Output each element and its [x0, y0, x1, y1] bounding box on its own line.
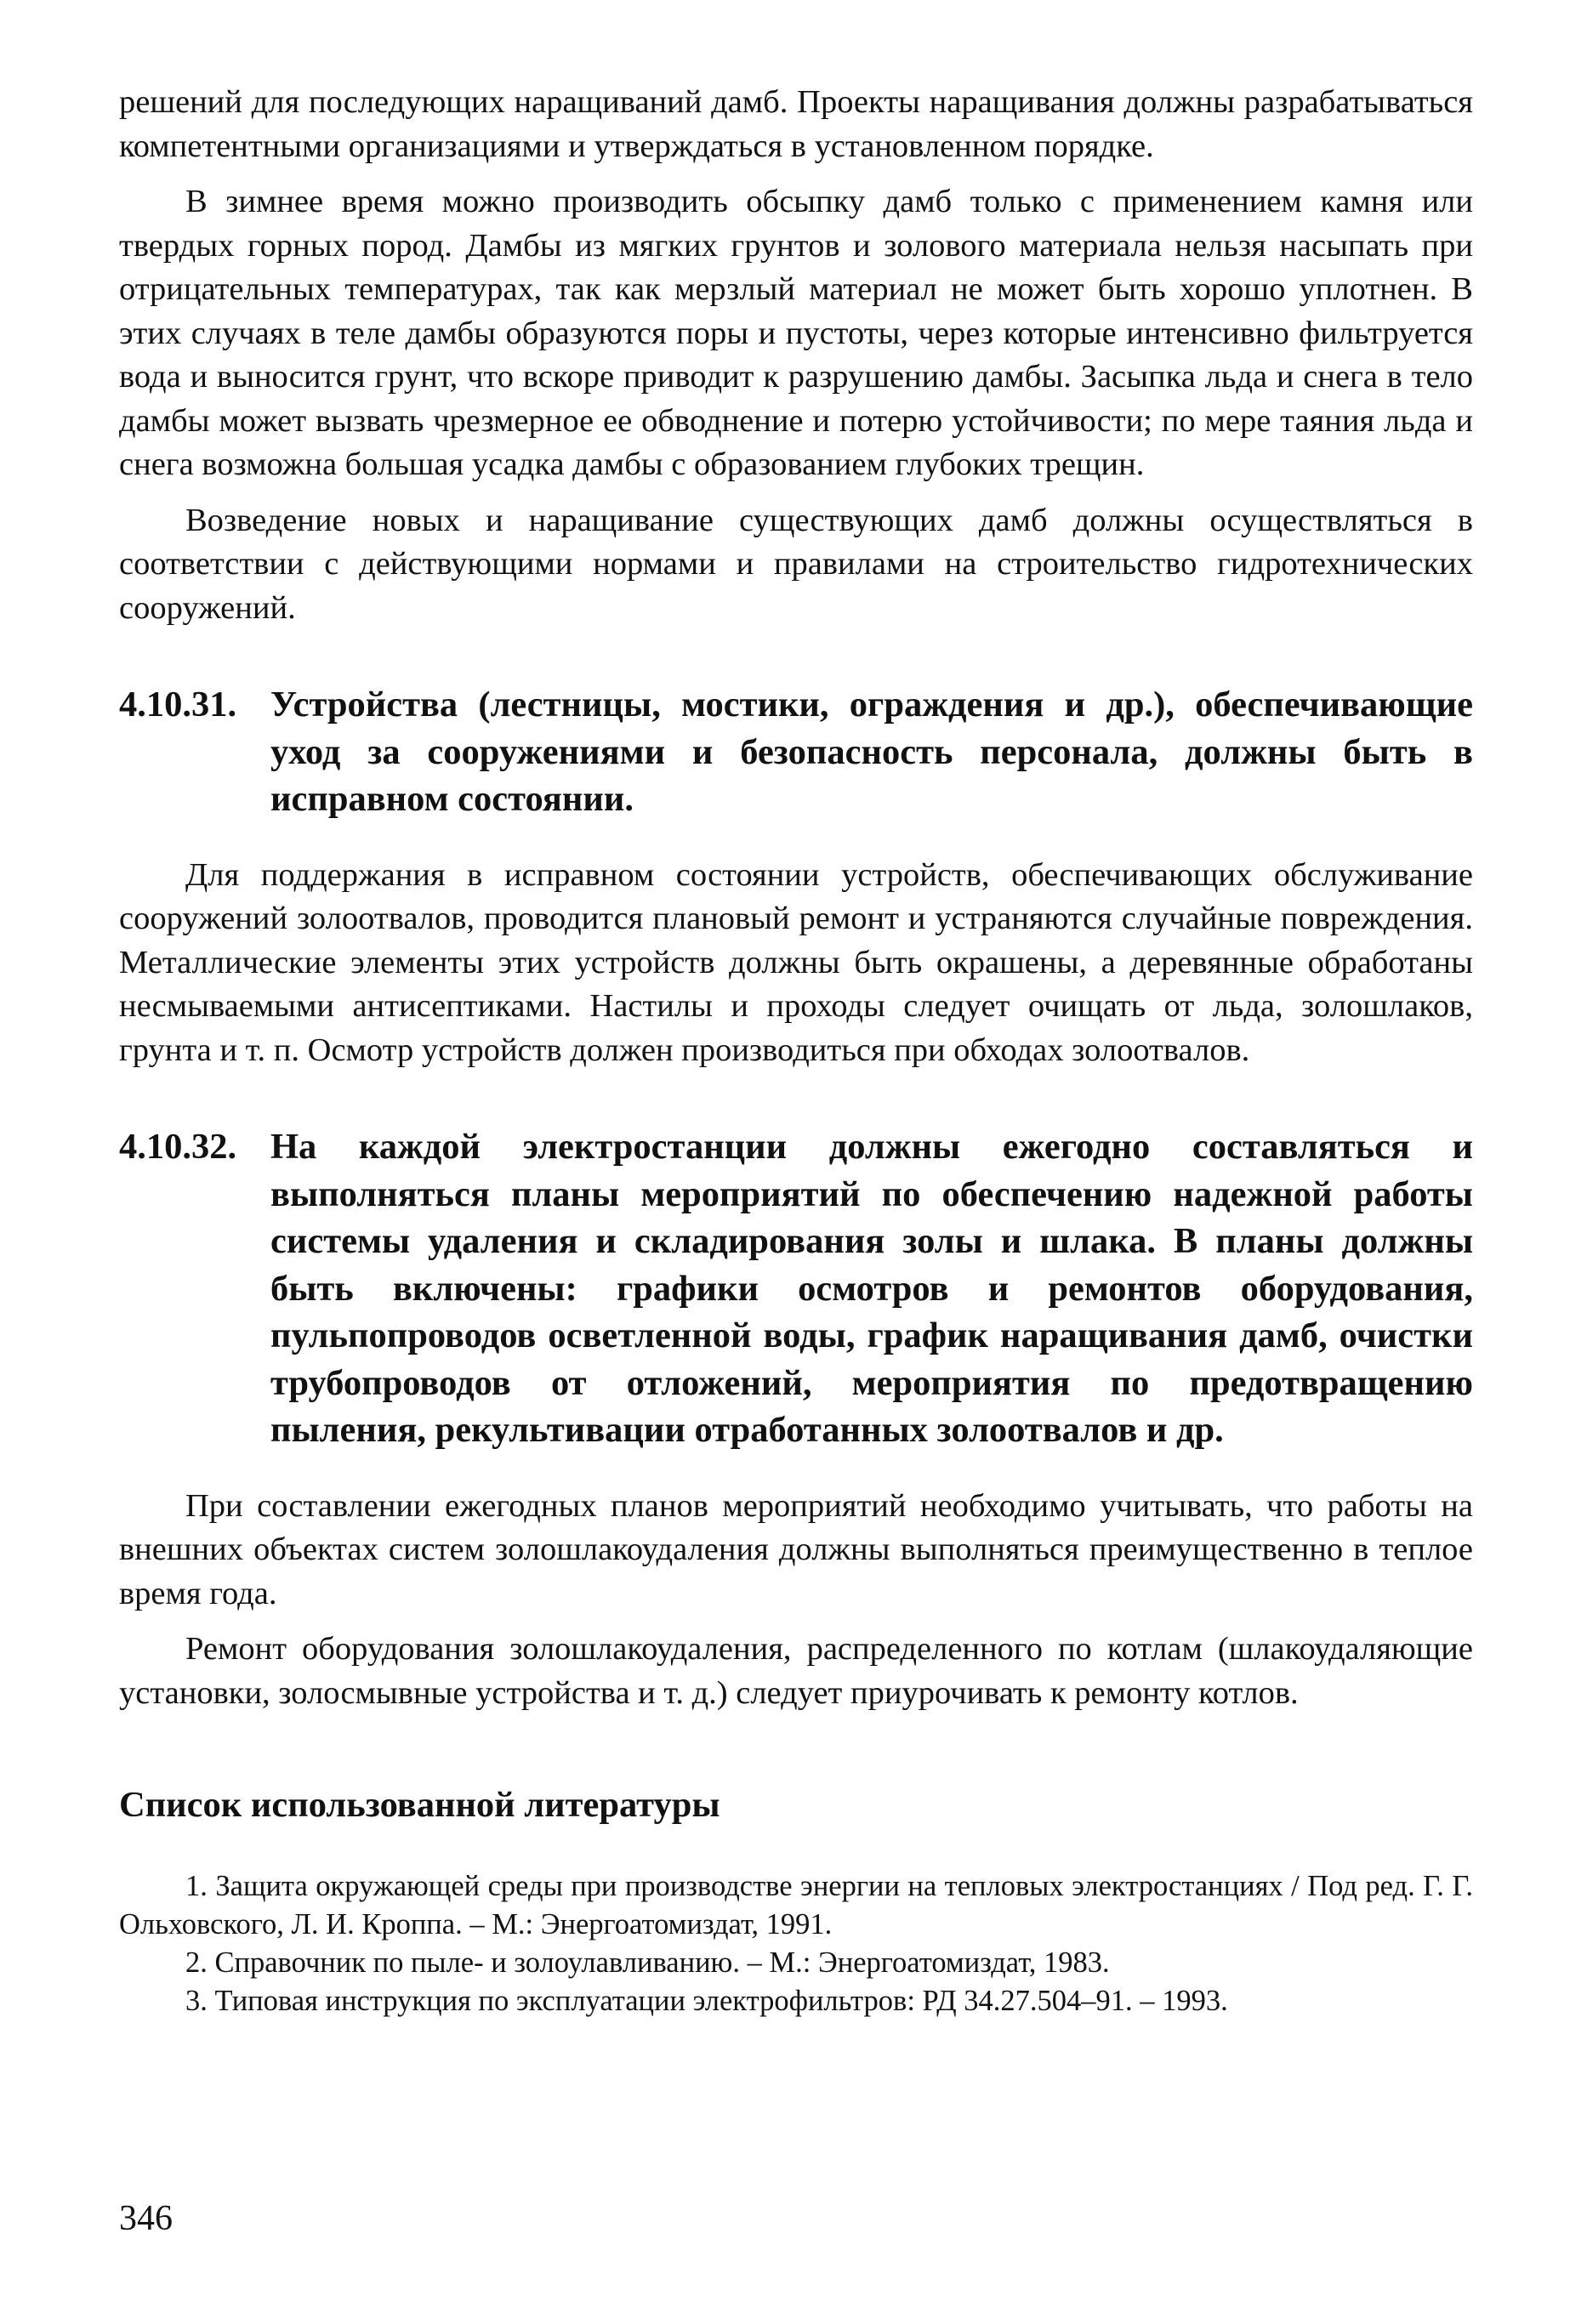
bibliography-item: 1. Защита окружающей среды при производстве энергии на тепловых электростанциях / Под ред. Г. Г. Ольховского, Л. И. Кроппа. – М.: Энергоатомиздат, 1991.	[119, 1870, 1473, 1940]
intro-paragraph-2: В зимнее время можно производить обсыпку дамб только с применением камня или твердых горных пород. Дамбы из мягких грунтов и золового материала нельзя насыпать при отрицательных температурах, так как мерзлый материал не может быть хорошо уплотнен. В этих случаях в теле дамбы образуются поры и пустоты, через которые интенсивно фильтруется вода и выносится грунт, что вскоре приводит к разрушению дамбы. Засыпка льда и снега в тело дамбы может вызвать чрезмерное ее обводнение и потерю устойчивости; по мере таяния льда и снега возможна большая усадка дамбы с образованием глубоких трещин.	[119, 184, 1473, 482]
section-paragraph: Ремонт оборудования золошлакоудаления, распределенного по котлам (шлакоудаляющие установки, золосмывные устройства и т. д.) следует приурочивать к ремонту котлов.	[119, 1631, 1473, 1711]
section-heading-4-10-32	[119, 1123, 1473, 1454]
section-heading-text: На каждой электростанции должны ежегодно составляться и выполняться планы мероприятий по обеспечению надежной работы системы удаления и складирования золы и шлака. В планы должны быть включены: графики осмотров и ремонтов оборудования, пульпопроводов осветленной воды, график наращивания дамб, очистки трубопроводов от отложений, мероприятия по предотвращению пыления, рекультивации отработанных золоотвалов и др.	[270, 1127, 1473, 1450]
section-heading-4-10-31	[119, 681, 1473, 823]
section-body-4-10-32	[119, 1485, 1473, 1716]
intro-paragraph-3: Возведение новых и наращивание существующих дамб должны осуществляться в соответствии с действующими нормами и правилами на строительство гидротехнических сооружений.	[119, 502, 1473, 626]
section-body-4-10-31	[119, 854, 1473, 1073]
section-paragraph: При составлении ежегодных планов мероприятий необходимо учитывать, что работы на внешних объектах систем золошлакоудаления должны выполняться преимущественно в теплое время года.	[119, 1487, 1473, 1611]
bibliography-title: Список использованной литературы	[119, 1785, 720, 1825]
intro-text	[119, 81, 1473, 630]
section-number: 4.10.32.	[119, 1127, 237, 1167]
section-number: 4.10.31.	[119, 685, 237, 724]
section-paragraph: Для поддержания в исправном состоянии устройств, обеспечивающих обслуживание сооружений золоотвалов, проводится плановый ремонт и устраняются случайные повреждения. Металлические элементы этих устройств должны быть окрашены, а деревянные обработаны несмываемыми антисептиками. Настилы и проходы следует очищать от льда, золошлаков, грунта и т. п. Осмотр устройств должен производиться при обходах золоотвалов.	[119, 856, 1473, 1068]
page-number: 346	[119, 2199, 173, 2238]
intro-paragraph-1: решений для последующих наращиваний дамб. Проекты наращивания должны разрабатываться компетентными организациями и утверждаться в установленном порядке.	[119, 84, 1473, 164]
page-body	[119, 81, 1473, 2020]
section-heading-text: Устройства (лестницы, мостики, ограждения и др.), обеспечивающие уход за сооружениями и безопасность персонала, должны быть в исправном состоянии.	[270, 685, 1473, 819]
bibliography-list	[119, 1867, 1473, 2020]
bibliography-item: 3. Типовая инструкция по эксплуатации электрофильтров: РД 34.27.504–91. – 1993.	[185, 1985, 1228, 2017]
bibliography-item: 2. Справочник по пыле- и золоулавливанию. – М.: Энергоатомиздат, 1983.	[185, 1946, 1110, 1979]
